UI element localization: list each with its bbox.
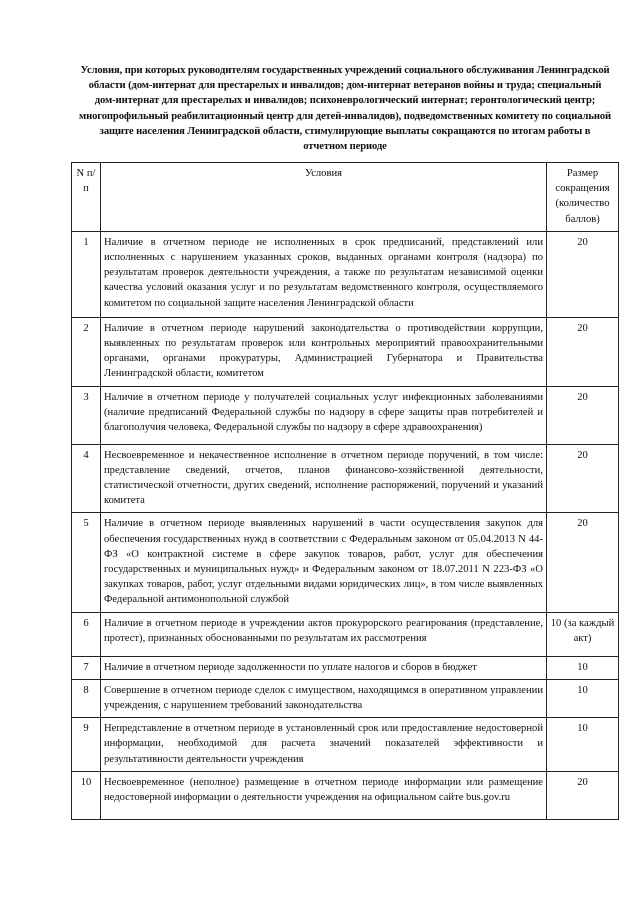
row-points: 20 (547, 317, 619, 386)
table-row (72, 656, 619, 679)
row-number: 1 (72, 231, 101, 317)
header-reduction: Размер сокращения (количество баллов) (547, 163, 619, 232)
row-number: 7 (72, 656, 101, 679)
conditions-table (71, 162, 619, 820)
row-points: 20 (547, 444, 619, 513)
row-condition: Наличие в отчетном периоде выявленных нарушений в части осуществления закупок для обеспечения государственных нужд в соответствии с Федеральным законом от 05.04.2013 N 44-ФЗ «О контрактной системе в сфере закупок товаров, работ, услуг для обеспечения государственных и муниципальных нужд» и Федеральным законом от 18.07.2011 N 223-ФЗ «О закупках товаров, работ, услуг отдельными видами юридических лиц», в том числе выявленных Федеральной антимонопольной службой (101, 513, 547, 612)
row-points: 20 (547, 231, 619, 317)
table-row (72, 513, 619, 612)
row-points: 10 (547, 656, 619, 679)
table-row (72, 317, 619, 386)
row-points: 20 (547, 513, 619, 612)
row-number: 3 (72, 386, 101, 444)
row-number: 9 (72, 718, 101, 772)
row-number: 2 (72, 317, 101, 386)
row-number: 4 (72, 444, 101, 513)
row-points: 10 (за каждый акт) (547, 612, 619, 656)
table-row (72, 231, 619, 317)
table-row (72, 386, 619, 444)
table-row (72, 679, 619, 717)
table-row (72, 612, 619, 656)
table-row (72, 718, 619, 772)
row-condition: Наличие в отчетном периоде не исполненных в срок предписаний, представлений или исполненных с нарушением указанных сроков, выданных органами контроля (надзора) по результатам проверок деятельности учреждения, а также по результатам независимой оценки качества условий оказания услуг и по результатам ведомственного контроля, осуществляемого комитетом по социальной защите населения Ленинградской области (101, 231, 547, 317)
table-row (72, 771, 619, 819)
row-number: 8 (72, 679, 101, 717)
row-condition: Несвоевременное и некачественное исполнение в отчетном периоде поручений, в том числе: представление сведений, отчетов, планов финансово-хозяйственной деятельности, статистической отчетности, других сведений, исполнение распоряжений, поручений и указаний комитета (101, 444, 547, 513)
header-conditions: Условия (101, 163, 547, 232)
row-condition: Наличие в отчетном периоде нарушений законодательства о противодействии коррупции, выявленных по результатам проверок или контрольных мероприятий правоохранительными органами, органами прокуратуры, Администрацией Губернатора и Правительства Ленинградской области, комитетом (101, 317, 547, 386)
row-number: 6 (72, 612, 101, 656)
row-condition: Наличие в отчетном периоде задолженности по уплате налогов и сборов в бюджет (101, 656, 547, 679)
row-points: 10 (547, 718, 619, 772)
table-row (72, 444, 619, 513)
row-points: 10 (547, 679, 619, 717)
row-condition: Совершение в отчетном периоде сделок с имуществом, находящимся в оперативном управлении учреждения, с нарушением требований законодательства (101, 679, 547, 717)
row-condition: Наличие в отчетном периоде у получателей социальных услуг инфекционных заболеваниями (наличие предписаний Федеральной службы по надзору в сфере защиты прав потребителей и благополучия человека, Федеральной службы по надзору в сфере здравоохранения) (101, 386, 547, 444)
row-condition: Несвоевременное (неполное) размещение в отчетном периоде информации или размещение недостоверной информации о деятельности учреждения на официальном сайте bus.gov.ru (101, 771, 547, 819)
document-title: Условия, при которых руководителям государственных учреждений социального обслуживания Ленинградской области (дом-интернат для престарелых и инвалидов; дом-интернат ветеранов войны и труда; специальный дом-интернат для престарелых и инвалидов; психоневрологический интернат; геронтологический центр; многопрофильный реабилитационный центр для детей-инвалидов), подведомственных комитету по социальной защите населения Ленинградской области, стимулирующие выплаты сокращаются по итогам работы в отчетном периоде (78, 65, 612, 153)
row-condition: Наличие в отчетном периоде в учреждении актов прокурорского реагирования (представление, протест), признанных обоснованными по результатам их рассмотрения (101, 612, 547, 656)
table-header-row (72, 163, 619, 232)
header-number: N п/п (72, 163, 101, 232)
row-points: 20 (547, 386, 619, 444)
row-number: 10 (72, 771, 101, 819)
row-condition: Непредставление в отчетном периоде в установленный срок или предоставление недостоверной информации, необходимой для расчета значений показателей эффективности и результативности деятельности учреждения (101, 718, 547, 772)
row-points: 20 (547, 771, 619, 819)
row-number: 5 (72, 513, 101, 612)
